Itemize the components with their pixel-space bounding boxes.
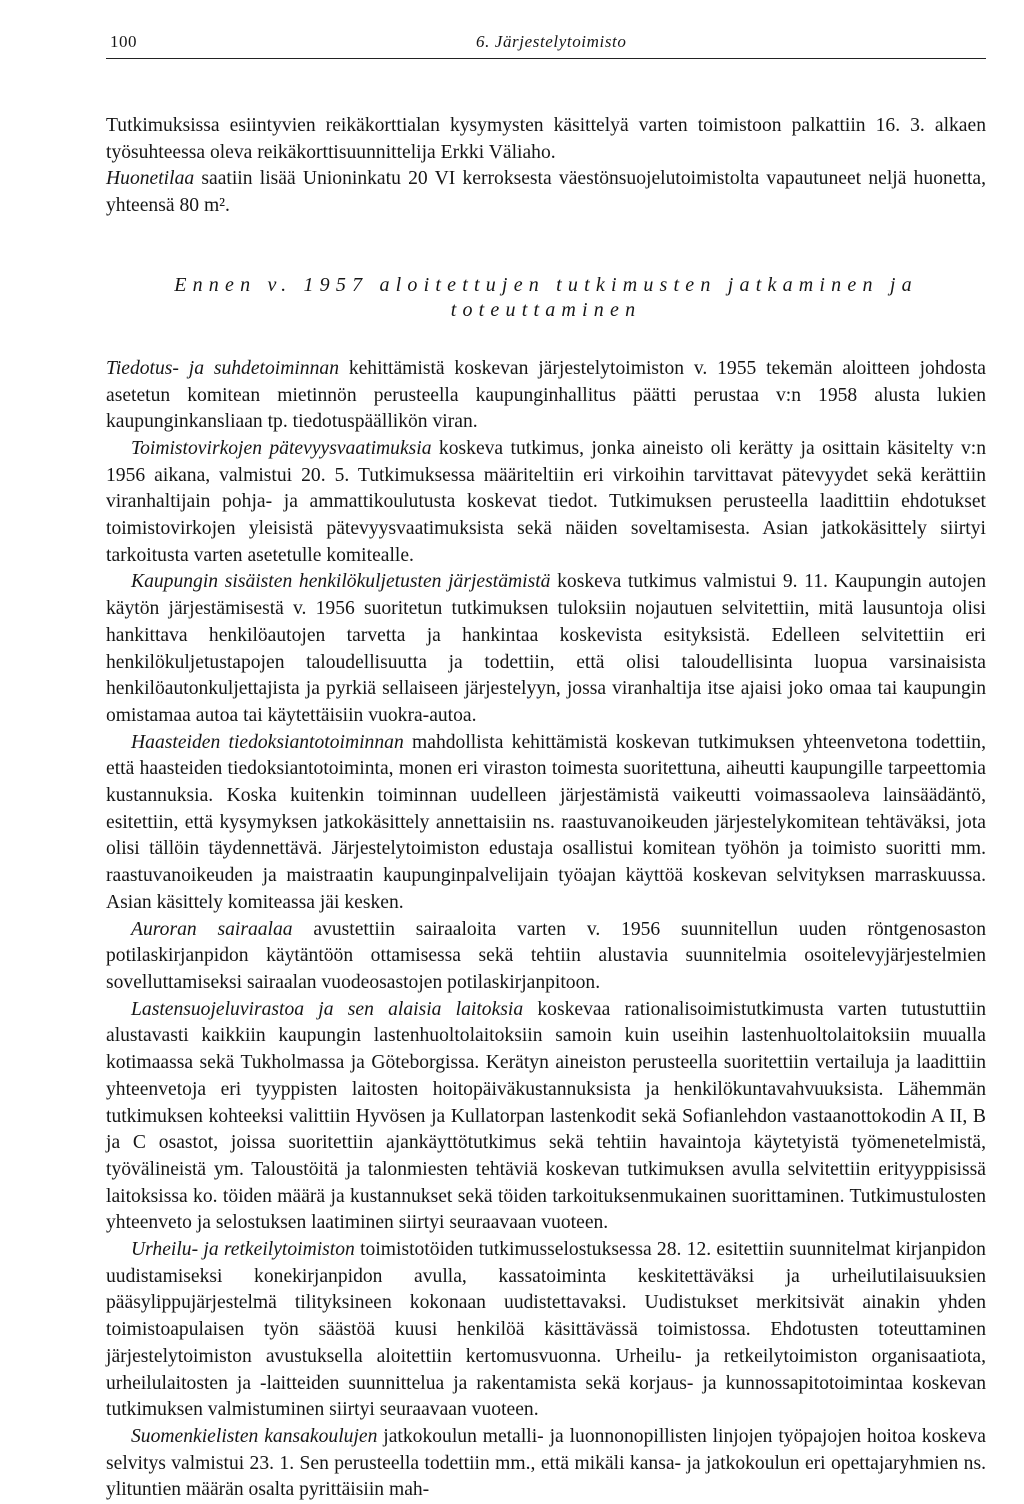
paragraph-kansakoulut xyxy=(106,1424,986,1504)
section-heading-line-2: toteuttaminen xyxy=(450,298,642,321)
body-text xyxy=(106,113,986,1504)
paragraph-text: avustettiin sairaaloita varten v. 1956 suunnitellun uuden röntgenosaston potilaskirjanpidon käytäntöön ottamisessa sekä tehtiin alustavia suunnitelmia osoitelevyjärjestelmien sovelluttamiseksi sairaalan vuodeosastojen potilaskirjanpitoon. xyxy=(106,918,986,993)
paragraph-term: Auroran sairaalaa xyxy=(131,918,293,940)
section-heading xyxy=(106,273,986,323)
paragraph-text: koskeva tutkimus, jonka aineisto oli kerätty ja osittain käsitelty v:n 1956 aikana, valmistui 20. 5. Tutkimuksessa määriteltiin eri virkoihin tarvittavat pätevyydet sekä kerättiin viranhaltijain pohja- ja ammattikoulutusta koskevat tiedot. Tutkimuksen perusteella laadittiin ehdotukset toimistovirkojen yleisistä pätevyysvaatimuksista sekä näiden soveltamisesta. Asian jatkokäsittely siirtyi tarkoitusta varten asetetulle komitealle. xyxy=(106,437,986,566)
intro-text: Tutkimuksissa esiintyvien reikäkorttialan kysymysten käsittelyä varten toimistoon palkattiin 16. 3. alkaen työsuhteessa oleva reikäkorttisuunnittelija Erkki Väliaho. xyxy=(106,115,986,163)
paragraph-auroran xyxy=(106,917,986,997)
running-header xyxy=(106,28,986,59)
paragraph-lastensuojelu xyxy=(106,997,986,1237)
paragraph-tiedotus xyxy=(106,356,986,436)
chapter-title: 6. Järjestelytoimisto xyxy=(476,32,627,51)
paragraph-text: jatkokoulun metalli- ja luonnonopillisten linjojen työpajojen hoitoa koskeva selvitys valmistui 23. 1. Sen perusteella todettiin mm., että mikäli kansa- ja jatkokoulun eri opettajaryhmien ns. ylituntien määrän osalta pyrittäisiin mah- xyxy=(106,1425,987,1501)
paragraph-toimistovirkojen xyxy=(106,436,986,570)
paragraph-urheilu xyxy=(106,1237,986,1424)
paragraph-term: Lastensuojeluvirastoa ja sen alaisia laitoksia xyxy=(131,998,524,1020)
intro-italic-term: Huonetilaa xyxy=(106,168,195,190)
paragraph-text: kehittämistä koskevan järjestelytoimiston v. 1955 tekemän aloitteen johdosta asetetun komitean mietinnön perusteella kaupunginhallitus päätti perustaa v:n 1958 alusta lukien kaupunginkansliaan tp. tiedotuspäällikön viran. xyxy=(106,357,986,433)
paragraph-text: mahdollista kehittämistä koskevan tutkimuksen yhteenvetona todettiin, että haasteiden tiedoksiantotoiminta, monen eri viraston toimesta suoritettuna, aiheutti kaupungille tarpeettomia kustannuksia. Koska kuitenkin toiminnan uudelleen järjestämistä vaikeutti voimassaoleva lainsäädäntö, esitettiin, että kysymyksen jatkokäsittely annettaisiin ns. raastuvanoikeuden järjestelykomitean tehtäväksi, jota olisi tällöin täydennettävä. Järjestelytoimiston edustaja osallistui komitean työhön ja toimisto suoritti mm. raastuvanoikeuden ja maistraatin kaupunginpalvelijain työajan käyttöä koskevan selvityksen marraskuussa. Asian käsittely komiteassa jäi kesken. xyxy=(106,731,987,913)
paragraph-haasteiden xyxy=(106,730,986,917)
paragraph-term: Toimistovirkojen pätevyysvaatimuksia xyxy=(131,437,432,459)
paragraph-text: koskeva tutkimus valmistui 9. 11. Kaupungin autojen käytön järjestämisestä v. 1956 suoritetun tutkimuksen tuloksiin nojautuen selvitettiin, mitä lausuntoja olisi hankittava henkilöautojen tarvetta ja hankintaa koskevista esityksistä. Edelleen selvitettiin eri henkilökuljetustapojen taloudellisuutta ja todettiin, että olisi taloudellisinta luopua varsinaisista henkilöautonkuljettajista ja pyrkiä sellaiseen järjestelyyn, jossa viranhaltija itse ajaisi joko omaa tai kaupungin omistamaa autoa tai käytettäisiin vuokra-autoa. xyxy=(106,571,986,726)
paragraph-term: Kaupungin sisäisten henkilökuljetusten järjestämistä xyxy=(131,571,551,593)
section-heading-line-1: Ennen v. 1957 aloitettujen tutkimusten jatkaminen ja xyxy=(174,273,918,296)
paragraph-term: Tiedotus- ja suhdetoiminnan xyxy=(106,357,339,379)
paragraph-term: Suomenkielisten kansakoulujen xyxy=(131,1425,378,1447)
paragraph-henkilokuljetukset xyxy=(106,569,986,729)
paragraph-term: Urheilu- ja retkeilytoimiston xyxy=(131,1239,355,1261)
paragraph-term: Haasteiden tiedoksiantotoiminnan xyxy=(131,731,404,753)
paragraph-text: koskevaa rationalisoimistutkimusta varten tutustuttiin alustavasti kaikkiin kaupungin lastenhuoltolaitoksiin samoin kuin useihin lastenhuoltolaitoksiin muualla kotimaassa sekä Tukholmassa ja Göteborgissa. Kerätyn aineiston perusteella suoritettiin vertailuja ja laadittiin yhteenvetoja eri tyyppisten laitosten hoitopäiväkustannuksista ja henkilökuntavahvuuksista. Lähemmän tutkimuksen kohteeksi valittiin Hyvösen ja Kullatorpan lastenkodit sekä Sofianlehdon vastaanottokodin A II, B ja C osastot, joissa suoritettiin ajankäyttötutkimus sekä tehtiin havaintoja käytetyistä työmenetelmistä, työvälineistä ym. Taloustöitä ja talonmiesten tehtäviä koskevan tutkimuksen avulla selvitettiin erityyppisissä laitoksissa ko. töiden määrä ja kustannukset sekä töiden tarkoituksenmukainen suorittaminen. Tutkimustulosten yhteenveto ja selostuksen laatiminen siirtyi seuraavaan vuoteen. xyxy=(106,998,986,1234)
paragraph-text: toimistotöiden tutkimusselostuksessa 28. 12. esitettiin suunnitelmat kirjanpidon uudistamiseksi konekirjanpidon avulla, kassatoiminta keskitettäväksi ja urheilutilaisuuksien pääsylippujärjestelmä tilityksineen kokonaan uudistettavaksi. Uudistukset merkitsivät ainakin yhden toimistoapulaisen työn säästöä kuusi henkilöä käsittävässä toimistossa. Ehdotusten toteuttaminen järjestelytoimiston avustuksella aloitettiin kertomusvuonna. Urheilu- ja retkeilytoimiston organisaatiota, urheilulaitosten ja -laitteiden suunnittelua ja rakentamista sekä korjaus- ja kunnossapitotoimintaa koskevan tutkimuksen valmistuminen siirtyi seuraavaan vuoteen. xyxy=(106,1239,986,1421)
intro-paragraph xyxy=(106,113,986,220)
page-number: 100 xyxy=(110,32,137,51)
intro-text-continued: saatiin lisää Unioninkatu 20 VI kerroksesta väestönsuojelutoimistolta vapautuneet neljä huonetta, yhteensä 80 m². xyxy=(106,168,986,217)
